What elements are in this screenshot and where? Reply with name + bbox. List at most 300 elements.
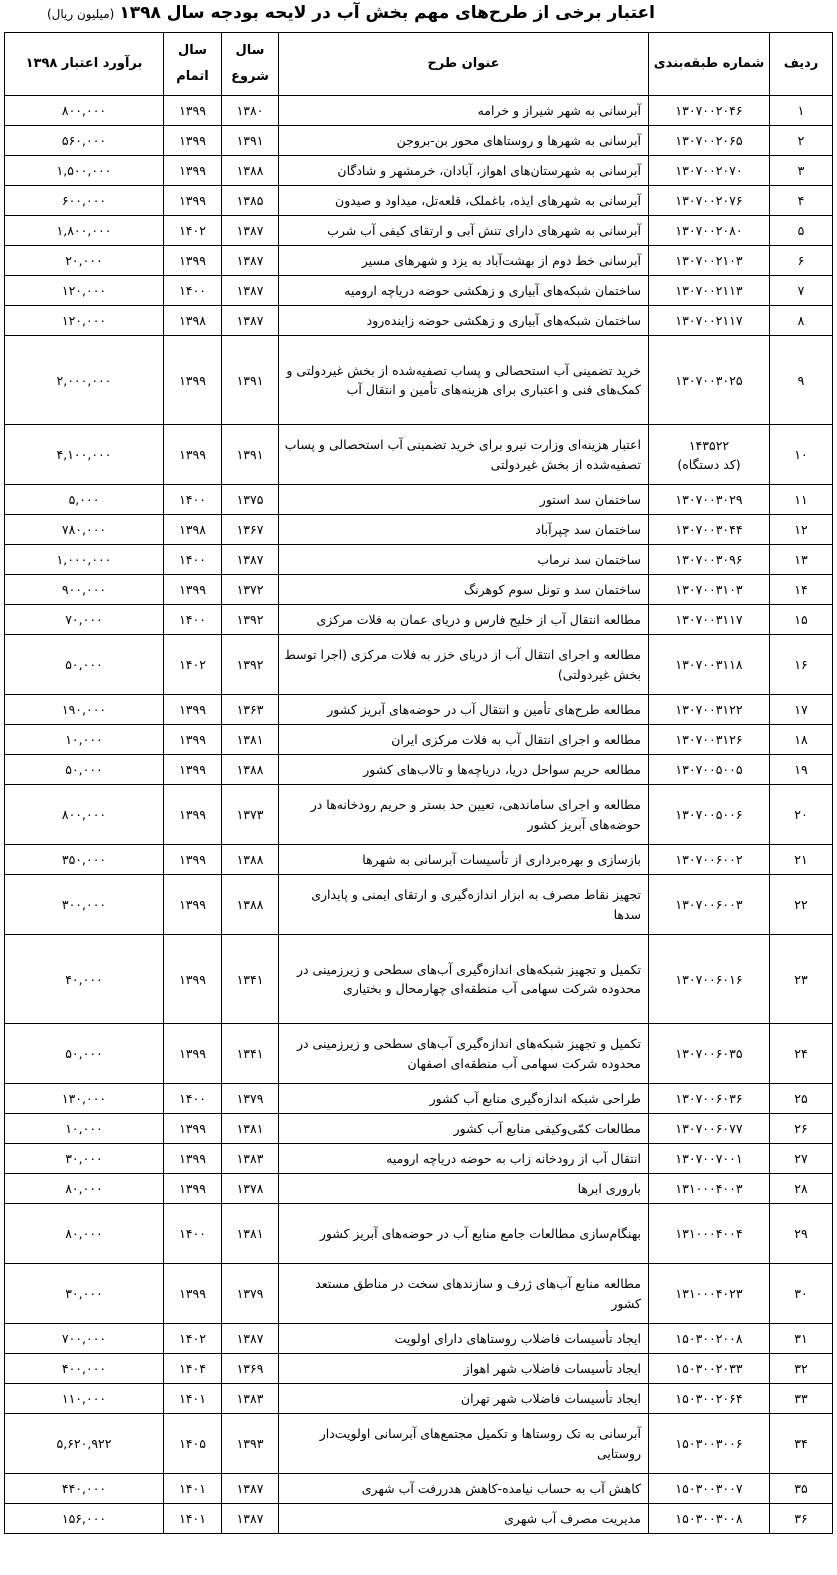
budget-estimate-cell <box>5 635 164 695</box>
header-classification-code: شماره طبقه‌بندی <box>649 33 770 96</box>
project-title: مطالعه و اجرای انتقال آب به فلات مرکزی ایران <box>391 731 641 747</box>
classification-code: ۱۳۰۷۰۰۳۱۲۲ <box>675 702 743 717</box>
start-year-cell <box>222 126 279 156</box>
classification-code-cell <box>649 156 770 186</box>
classification-code: ۱۵۰۳۰۰۳۰۰۸ <box>675 1511 743 1526</box>
start-year-cell <box>222 1354 279 1384</box>
project-title: مطالعه انتقال آب از خلیج فارس و دریای عمان به فلات مرکزی <box>316 611 641 627</box>
project-title: تکمیل و تجهیز شبکه‌های اندازه‌گیری آب‌های سطحی و زیرزمینی در محدوده شرکت سهامی آب منطقه‌ای اصفهان <box>296 1036 641 1071</box>
end-year: ۱۳۹۹ <box>179 103 206 118</box>
project-title: ایجاد تأسیسات فاضلاب شهر اهواز <box>463 1360 641 1376</box>
budget-estimate: ۲,۰۰۰,۰۰۰ <box>56 372 112 388</box>
project-title-cell <box>279 126 649 156</box>
budget-estimate-cell <box>5 1144 164 1174</box>
end-year: ۱۴۰۱ <box>179 1391 206 1406</box>
project-title: مطالعه و اجرای ساماندهی، تعیین حد بستر و حریم رودخانه‌ها در حوضه‌های آبریز کشور <box>310 797 641 832</box>
start-year-cell <box>222 875 279 935</box>
row-number-cell <box>770 725 833 755</box>
row-number: ۲۷ <box>794 1151 808 1166</box>
classification-code-cell <box>649 306 770 336</box>
classification-code-cell <box>649 246 770 276</box>
classification-code: ۱۳۰۷۰۰۵۰۰۶ <box>675 807 743 822</box>
classification-code-cell <box>649 515 770 545</box>
end-year-cell <box>164 1264 222 1324</box>
budget-estimate-cell <box>5 1204 164 1264</box>
row-number-cell <box>770 1264 833 1324</box>
end-year-cell <box>164 785 222 845</box>
classification-code-cell <box>649 1174 770 1204</box>
start-year: ۱۳۷۵ <box>236 492 264 507</box>
table-row <box>5 126 833 156</box>
table-row <box>5 515 833 545</box>
row-number-cell <box>770 96 833 126</box>
row-number-cell <box>770 605 833 635</box>
end-year: ۱۴۰۱ <box>179 1481 206 1496</box>
start-year-cell <box>222 695 279 725</box>
end-year-cell <box>164 1084 222 1114</box>
row-number-cell <box>770 1204 833 1264</box>
row-number-cell <box>770 1504 833 1534</box>
end-year-cell <box>164 1174 222 1204</box>
classification-code: ۱۳۰۷۰۰۷۰۰۱ <box>675 1151 743 1166</box>
classification-code: ۱۵۰۳۰۰۲۰۳۳ <box>675 1361 743 1376</box>
end-year: ۱۳۹۸ <box>179 522 206 537</box>
end-year: ۱۳۹۹ <box>179 1286 206 1301</box>
classification-code: ۱۳۰۷۰۰۶۰۳۵ <box>675 1046 743 1061</box>
classification-code-cell <box>649 1474 770 1504</box>
table-row <box>5 216 833 246</box>
end-year: ۱۳۹۹ <box>179 1151 206 1166</box>
end-year-cell <box>164 635 222 695</box>
table-row <box>5 845 833 875</box>
end-year-cell <box>164 485 222 515</box>
end-year: ۱۳۹۹ <box>179 807 206 822</box>
start-year-cell <box>222 1024 279 1084</box>
project-title: بهنگام‌سازی مطالعات جامع منابع آب در حوضه‌های آبریز کشور <box>319 1225 641 1241</box>
start-year: ۱۳۴۱ <box>236 1046 264 1061</box>
end-year-cell <box>164 216 222 246</box>
row-number: ۱۲ <box>794 522 808 537</box>
start-year: ۱۳۸۷ <box>236 1511 264 1526</box>
row-number: ۷ <box>797 283 805 298</box>
start-year-cell <box>222 1414 279 1474</box>
header-start-year: سال شروع <box>222 33 279 96</box>
project-title-cell <box>279 425 649 485</box>
classification-code-cell <box>649 425 770 485</box>
classification-code: ۱۳۰۷۰۰۲۰۶۵ <box>675 133 743 148</box>
end-year-cell <box>164 605 222 635</box>
end-year-cell <box>164 545 222 575</box>
row-number-cell <box>770 276 833 306</box>
end-year: ۱۴۰۲ <box>179 1331 206 1346</box>
row-number: ۶ <box>797 253 805 268</box>
classification-code-cell <box>649 1204 770 1264</box>
row-number: ۳۵ <box>794 1481 808 1496</box>
project-title: مدیریت مصرف آب شهری <box>504 1510 641 1526</box>
start-year-cell <box>222 216 279 246</box>
start-year: ۱۳۸۷ <box>236 253 264 268</box>
header-row <box>5 33 833 96</box>
row-number: ۲۶ <box>794 1121 808 1136</box>
projects-table <box>4 32 833 1534</box>
row-number-cell <box>770 1084 833 1114</box>
start-year: ۱۳۹۲ <box>236 657 264 672</box>
end-year-cell <box>164 1384 222 1414</box>
budget-estimate-cell <box>5 785 164 845</box>
end-year: ۱۴۰۰ <box>179 283 206 298</box>
classification-code-cell <box>649 126 770 156</box>
end-year: ۱۴۰۰ <box>179 612 206 627</box>
table-row <box>5 1204 833 1264</box>
start-year-cell <box>222 186 279 216</box>
budget-estimate: ۱۳۰,۰۰۰ <box>61 1091 107 1106</box>
classification-code-cell <box>649 216 770 246</box>
project-title: تجهیز نقاط مصرف به ابزار اندازه‌گیری و ارتقای ایمنی و پایداری سدها <box>311 887 641 922</box>
start-year: ۱۳۸۳ <box>236 1391 264 1406</box>
row-number: ۲۱ <box>794 852 808 867</box>
classification-code: ۱۵۰۳۰۰۳۰۰۷ <box>675 1481 743 1496</box>
classification-code: ۱۳۱۰۰۰۴۰۰۴ <box>675 1226 743 1241</box>
row-number-cell <box>770 545 833 575</box>
project-title: انتقال آب از رودخانه زاب به حوضه دریاچه ارومیه <box>386 1150 641 1166</box>
row-number-cell <box>770 306 833 336</box>
end-year: ۱۴۰۵ <box>179 1436 206 1451</box>
row-number-cell <box>770 695 833 725</box>
budget-estimate: ۸۰,۰۰۰ <box>65 1181 103 1196</box>
row-number-cell <box>770 635 833 695</box>
classification-code-cell <box>649 1324 770 1354</box>
budget-estimate: ۵,۶۲۰,۹۲۲ <box>56 1436 112 1451</box>
start-year-cell <box>222 575 279 605</box>
row-number: ۲۵ <box>794 1091 808 1106</box>
classification-code-cell <box>649 935 770 1024</box>
start-year: ۱۳۴۱ <box>236 971 264 987</box>
budget-estimate-cell <box>5 725 164 755</box>
budget-estimate: ۱,۰۰۰,۰۰۰ <box>56 552 112 567</box>
project-title-cell <box>279 1474 649 1504</box>
start-year-cell <box>222 635 279 695</box>
project-title-cell <box>279 1174 649 1204</box>
table-title: اعتبار برخی از طرح‌های مهم بخش آب در لایحه بودجه سال ۱۳۹۸ <box>119 3 655 23</box>
end-year: ۱۳۹۹ <box>179 971 206 987</box>
start-year: ۱۳۸۵ <box>236 193 264 208</box>
project-title: ساختمان سد نرماب <box>537 551 641 567</box>
classification-code-cell <box>649 635 770 695</box>
classification-code: ۱۳۰۷۰۰۳۰۴۴ <box>675 522 743 537</box>
project-title: بازسازی و بهره‌برداری از تأسیسات آبرسانی به شهرها <box>362 851 641 867</box>
start-year: ۱۳۹۱ <box>236 372 264 388</box>
classification-code: ۱۳۰۷۰۰۶۰۷۷ <box>675 1121 743 1136</box>
end-year: ۱۳۹۹ <box>179 852 206 867</box>
end-year: ۱۴۰۱ <box>179 1511 206 1526</box>
classification-code: ۱۳۰۷۰۰۲۱۱۷ <box>675 313 743 328</box>
classification-code: ۱۳۰۷۰۰۲۱۱۳ <box>675 283 743 298</box>
budget-estimate: ۵۰,۰۰۰ <box>65 762 103 777</box>
start-year: ۱۳۸۷ <box>236 552 264 567</box>
row-number-cell <box>770 845 833 875</box>
row-number-cell <box>770 935 833 1024</box>
classification-code: ۱۳۱۰۰۰۴۰۰۳ <box>675 1181 743 1196</box>
project-title: آبرسانی به شهر شیراز و خرامه <box>477 102 641 118</box>
row-number: ۳۳ <box>794 1391 808 1406</box>
budget-estimate-cell <box>5 186 164 216</box>
classification-code: ۱۳۰۷۰۰۳۱۱۸ <box>675 657 743 672</box>
table-row <box>5 935 833 1024</box>
row-number: ۳۶ <box>794 1511 808 1526</box>
classification-code: ۱۳۰۷۰۰۳۱۲۶ <box>675 732 743 747</box>
budget-estimate: ۹۰۰,۰۰۰ <box>61 582 107 597</box>
table-row <box>5 605 833 635</box>
budget-estimate-cell <box>5 246 164 276</box>
start-year-cell <box>222 276 279 306</box>
header-row-number: ردیف <box>770 33 833 96</box>
table-row <box>5 276 833 306</box>
budget-estimate: ۲۰,۰۰۰ <box>65 253 103 268</box>
budget-estimate-cell <box>5 1024 164 1084</box>
project-title: تکمیل و تجهیز شبکه‌های اندازه‌گیری آب‌های سطحی و زیرزمینی در محدوده شرکت سهامی آب منطقه‌ای چهارمحال و بختیاری <box>296 961 641 996</box>
row-number-cell <box>770 126 833 156</box>
start-year-cell <box>222 485 279 515</box>
budget-estimate: ۱۰,۰۰۰ <box>65 732 103 747</box>
table-body <box>5 96 833 1534</box>
device-code-note: (کد دستگاه) <box>677 456 741 472</box>
project-title-cell <box>279 156 649 186</box>
row-number: ۲۸ <box>794 1181 808 1196</box>
end-year-cell <box>164 1114 222 1144</box>
row-number-cell <box>770 1114 833 1144</box>
start-year: ۱۳۹۲ <box>236 612 264 627</box>
start-year-cell <box>222 1474 279 1504</box>
budget-estimate: ۳۰۰,۰۰۰ <box>61 897 107 912</box>
table-row <box>5 1024 833 1084</box>
classification-code: ۱۵۰۳۰۰۳۰۰۶ <box>675 1436 743 1451</box>
budget-estimate-cell <box>5 1504 164 1534</box>
classification-code-cell <box>649 1354 770 1384</box>
classification-code-cell <box>649 845 770 875</box>
end-year-cell <box>164 156 222 186</box>
budget-estimate-cell <box>5 755 164 785</box>
row-number-cell <box>770 755 833 785</box>
budget-estimate: ۴,۱۰۰,۰۰۰ <box>56 447 112 462</box>
classification-code-cell <box>649 1024 770 1084</box>
budget-estimate-cell <box>5 1384 164 1414</box>
budget-estimate: ۷۸۰,۰۰۰ <box>61 522 107 537</box>
table-row <box>5 755 833 785</box>
end-year: ۱۴۰۲ <box>179 657 206 672</box>
budget-estimate: ۵۰,۰۰۰ <box>65 1046 103 1061</box>
classification-code: ۱۳۰۷۰۰۶۰۱۶ <box>675 971 743 987</box>
table-row <box>5 1354 833 1384</box>
classification-code: ۱۳۰۷۰۰۳۰۲۵ <box>675 372 743 388</box>
classification-code-cell <box>649 785 770 845</box>
row-number: ۱۸ <box>794 732 808 747</box>
start-year: ۱۳۸۸ <box>236 163 264 178</box>
project-title-cell <box>279 96 649 126</box>
start-year-cell <box>222 785 279 845</box>
project-title-cell <box>279 1504 649 1534</box>
project-title-cell <box>279 306 649 336</box>
row-number-cell <box>770 156 833 186</box>
start-year: ۱۳۸۱ <box>236 732 264 747</box>
budget-estimate-cell <box>5 216 164 246</box>
start-year: ۱۳۶۷ <box>236 522 264 537</box>
row-number-cell <box>770 485 833 515</box>
budget-estimate-cell <box>5 156 164 186</box>
project-title: باروری ابرها <box>577 1180 641 1196</box>
row-number: ۱۶ <box>794 657 808 672</box>
row-number: ۲۳ <box>794 971 808 987</box>
page-title <box>0 0 837 30</box>
project-title-cell <box>279 1414 649 1474</box>
start-year: ۱۳۸۰ <box>236 103 264 118</box>
project-title-cell <box>279 605 649 635</box>
classification-code-cell <box>649 695 770 725</box>
end-year-cell <box>164 1324 222 1354</box>
table-row <box>5 635 833 695</box>
project-title: ساختمان شبکه‌های آبیاری و زهکشی حوضه دریاچه ارومیه <box>344 282 641 298</box>
start-year: ۱۳۷۹ <box>236 1091 264 1106</box>
project-title: ایجاد تأسیسات فاضلاب روستاهای دارای اولویت <box>394 1330 641 1346</box>
start-year: ۱۳۸۸ <box>236 897 264 912</box>
end-year-cell <box>164 695 222 725</box>
end-year: ۱۳۹۹ <box>179 1181 206 1196</box>
project-title-cell <box>279 246 649 276</box>
row-number: ۳ <box>797 163 805 178</box>
start-year-cell <box>222 306 279 336</box>
budget-estimate-cell <box>5 1354 164 1384</box>
row-number: ۱۵ <box>794 612 808 627</box>
budget-estimate-cell <box>5 1264 164 1324</box>
budget-estimate-cell <box>5 126 164 156</box>
row-number-cell <box>770 1354 833 1384</box>
row-number-cell <box>770 1414 833 1474</box>
classification-code-cell <box>649 336 770 425</box>
start-year: ۱۳۶۹ <box>236 1361 264 1376</box>
start-year-cell <box>222 1084 279 1114</box>
project-title: ایجاد تأسیسات فاضلاب شهر تهران <box>460 1390 641 1406</box>
budget-estimate: ۳۰,۰۰۰ <box>65 1286 103 1301</box>
project-title-cell <box>279 785 649 845</box>
table-row <box>5 306 833 336</box>
project-title: اعتبار هزینه‌ای وزارت نیرو برای خرید تضمینی آب استحصالی و پساب تصفیه‌شده از بخش غیردولتی <box>284 437 641 472</box>
budget-estimate: ۴۰,۰۰۰ <box>65 971 103 987</box>
classification-code: ۱۳۰۷۰۰۶۰۰۲ <box>675 852 743 867</box>
budget-estimate-cell <box>5 336 164 425</box>
start-year: ۱۳۹۳ <box>236 1436 264 1451</box>
table-row <box>5 695 833 725</box>
end-year: ۱۴۰۴ <box>179 1361 206 1376</box>
start-year-cell <box>222 156 279 186</box>
start-year-cell <box>222 1144 279 1174</box>
project-title-cell <box>279 1264 649 1324</box>
table-row <box>5 156 833 186</box>
end-year-cell <box>164 276 222 306</box>
classification-code: ۱۴۳۵۲۲ <box>688 437 730 453</box>
classification-code-cell <box>649 1114 770 1144</box>
end-year-cell <box>164 1474 222 1504</box>
end-year-cell <box>164 725 222 755</box>
end-year: ۱۳۹۹ <box>179 253 206 268</box>
classification-code-cell <box>649 276 770 306</box>
project-title-cell <box>279 1114 649 1144</box>
classification-code-cell <box>649 485 770 515</box>
budget-estimate: ۵,۰۰۰ <box>68 492 100 507</box>
classification-code: ۱۳۰۷۰۰۲۰۴۶ <box>675 103 743 118</box>
budget-estimate-cell <box>5 875 164 935</box>
project-title: آبرسانی به تک روستاها و تکمیل مجتمع‌های آبرسانی اولویت‌دار روستایی <box>319 1426 641 1461</box>
budget-estimate: ۸۰۰,۰۰۰ <box>61 103 107 118</box>
project-title-cell <box>279 336 649 425</box>
table-row <box>5 1174 833 1204</box>
project-title: کاهش آب به حساب نیامده-کاهش هدررفت آب شهری <box>361 1480 641 1496</box>
row-number-cell <box>770 515 833 545</box>
table-row <box>5 485 833 515</box>
classification-code-cell <box>649 1264 770 1324</box>
start-year: ۱۳۸۸ <box>236 852 264 867</box>
project-title-cell <box>279 1024 649 1084</box>
start-year-cell <box>222 1204 279 1264</box>
project-title: خرید تضمینی آب استحصالی و پساب تصفیه‌شده از بخش غیردولتی و کمک‌های فنی و اعتباری برای هزینه‌های تأمین و انتقال آب <box>286 362 641 397</box>
classification-code: ۱۳۰۷۰۰۲۰۷۶ <box>675 193 743 208</box>
end-year-cell <box>164 1504 222 1534</box>
project-title-cell <box>279 1324 649 1354</box>
start-year: ۱۳۸۷ <box>236 313 264 328</box>
budget-estimate: ۳۵۰,۰۰۰ <box>61 852 107 867</box>
start-year-cell <box>222 515 279 545</box>
project-title-cell <box>279 875 649 935</box>
project-title-cell <box>279 845 649 875</box>
classification-code-cell <box>649 1084 770 1114</box>
project-title-cell <box>279 515 649 545</box>
end-year: ۱۴۰۰ <box>179 492 206 507</box>
row-number: ۳۰ <box>794 1286 808 1301</box>
start-year: ۱۳۶۳ <box>236 702 264 717</box>
row-number: ۸ <box>797 313 805 328</box>
budget-estimate: ۱۲۰,۰۰۰ <box>61 283 107 298</box>
project-title: مطالعه طرح‌های تأمین و انتقال آب در حوضه‌های آبریز کشور <box>327 701 641 717</box>
classification-code: ۱۵۰۳۰۰۲۰۶۴ <box>675 1391 743 1406</box>
budget-estimate: ۱۱۰,۰۰۰ <box>61 1391 107 1406</box>
classification-code: ۱۵۰۳۰۰۲۰۰۸ <box>675 1331 743 1346</box>
classification-code: ۱۳۰۷۰۰۲۰۸۰ <box>675 223 743 238</box>
start-year: ۱۳۸۱ <box>236 1226 264 1241</box>
project-title-cell <box>279 725 649 755</box>
row-number: ۴ <box>797 193 805 208</box>
start-year: ۱۳۷۹ <box>236 1286 264 1301</box>
row-number: ۲۰ <box>794 807 808 822</box>
end-year-cell <box>164 425 222 485</box>
end-year: ۱۳۹۹ <box>179 702 206 717</box>
budget-estimate-cell <box>5 695 164 725</box>
end-year-cell <box>164 186 222 216</box>
row-number: ۱۳ <box>794 552 808 567</box>
budget-estimate-cell <box>5 1474 164 1504</box>
table-row <box>5 1324 833 1354</box>
project-title: آبرسانی به شهرهای دارای تنش آبی و ارتقای کیفی آب شرب <box>327 222 641 238</box>
start-year-cell <box>222 725 279 755</box>
end-year: ۱۴۰۰ <box>179 552 206 567</box>
budget-estimate: ۴۰۰,۰۰۰ <box>61 1361 107 1376</box>
project-title: مطالعه حریم سواحل دریا، دریاچه‌ها و تالاب‌های کشور <box>363 761 641 777</box>
end-year-cell <box>164 126 222 156</box>
end-year-cell <box>164 306 222 336</box>
budget-estimate-cell <box>5 575 164 605</box>
classification-code-cell <box>649 186 770 216</box>
table-row <box>5 1504 833 1534</box>
row-number: ۱۱ <box>794 492 808 507</box>
start-year: ۱۳۸۱ <box>236 1121 264 1136</box>
budget-estimate-cell <box>5 605 164 635</box>
